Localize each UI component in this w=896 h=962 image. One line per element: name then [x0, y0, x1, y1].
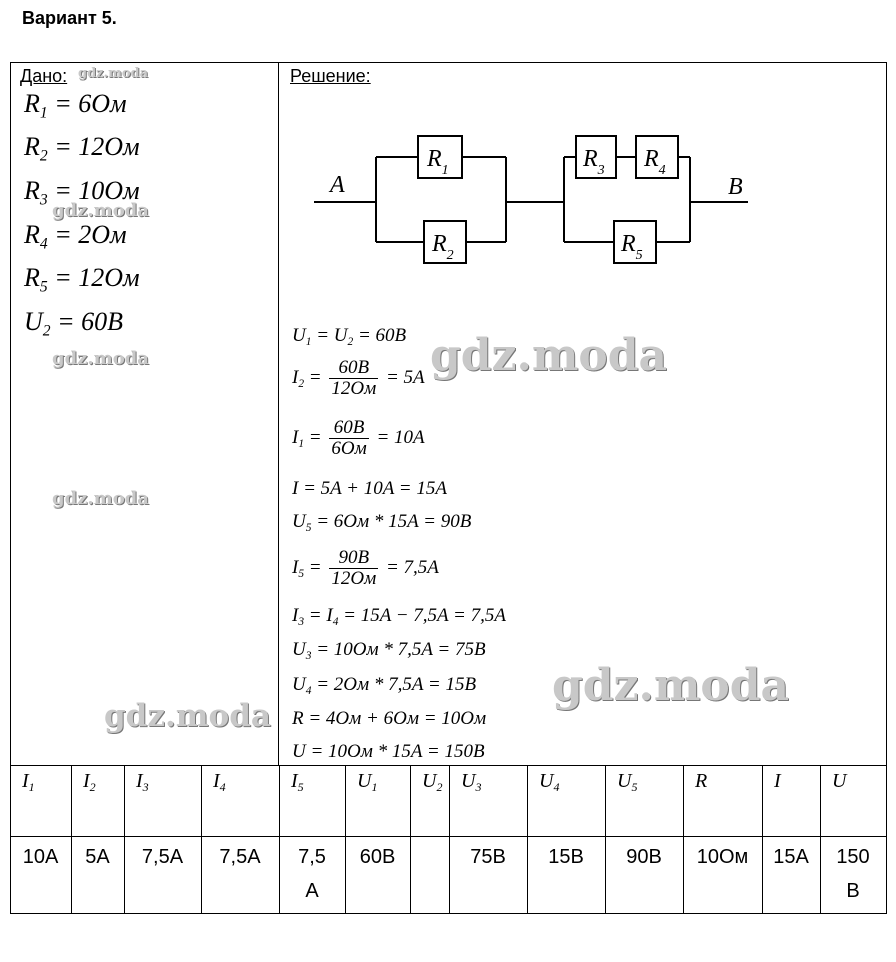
- given-item: $U_2 = 60В$: [24, 307, 124, 340]
- given-item: $R_2 = 12Ом$: [24, 132, 140, 165]
- table-value-cell: 10Ом: [696, 846, 749, 868]
- table-value-cell: 60B: [359, 846, 396, 868]
- watermark: gdz.moda: [430, 330, 668, 381]
- table-header-cell: $U_5$: [617, 770, 638, 795]
- table-header-cell: I: [774, 770, 781, 792]
- watermark: gdz.moda: [52, 200, 149, 221]
- given-item: $R_5 = 12Ом$: [24, 263, 140, 296]
- table-value-cell: 15B: [548, 846, 584, 868]
- r2-label: $R_2$: [432, 231, 454, 263]
- r4-label: $R_4$: [644, 146, 666, 178]
- r3-label: $R_3$: [583, 146, 605, 178]
- fraction: $\frac{60B}{12Ом}$: [331, 357, 377, 399]
- table-header-cell: $I_1$: [22, 770, 35, 795]
- solution-line-7: $I_3 = I_4 = 15A - 7,5A = 7,5A$: [292, 605, 506, 628]
- given-item: $R_3 = 10Ом$: [24, 176, 140, 209]
- node-b-label: B: [728, 174, 743, 200]
- table-header-cell: $U_1$: [357, 770, 378, 795]
- solution-line-3: $I_1$ = $\frac{60B}{6Ом}$ = 10A: [292, 417, 425, 459]
- table-column-divider: [410, 765, 411, 914]
- solution-line-6: $I_5$ = $\frac{90B}{12Ом}$ = 7,5A: [292, 547, 439, 589]
- table-value-cell: 90B: [626, 846, 662, 868]
- solution-header: Решение:: [290, 66, 371, 86]
- solution-line-5: $U_5 = 6Ом * 15A = 90B$: [292, 511, 472, 534]
- table-header-cell: $I_5$: [291, 770, 304, 795]
- table-header-cell: $I_4$: [213, 770, 226, 795]
- table-header-cell: $I_3$: [136, 770, 149, 795]
- table-border-right: [886, 62, 887, 914]
- table-header-cell: $U_2$: [422, 770, 443, 795]
- table-value-cell: 7,5A: [141, 846, 184, 868]
- solution-line-9: $U_4 = 2Ом * 7,5A = 15B$: [292, 674, 477, 697]
- watermark: gdz.moda: [78, 66, 149, 81]
- table-value-cell: 150 B: [836, 846, 870, 902]
- table-header-cell: $I_2$: [83, 770, 96, 795]
- solution-line-10: R = 4Ом + 6Ом = 10Ом: [292, 708, 487, 729]
- node-a-label: A: [330, 172, 345, 198]
- table-header-cell: U: [832, 770, 847, 792]
- circuit-diagram: [300, 120, 760, 270]
- table-value-cell: 5A: [85, 846, 110, 868]
- given-item: $R_4 = 2Ом$: [24, 220, 127, 253]
- table-value-cell: 7,5 A: [298, 846, 326, 902]
- fraction: $\frac{90B}{12Ом}$: [331, 547, 377, 589]
- solution-line-4: I = 5A + 10A = 15A: [292, 478, 447, 499]
- solution-line-1: $U_1 = U_2 = 60B$: [292, 325, 407, 348]
- fraction: $\frac{60B}{6Ом}$: [331, 417, 367, 459]
- table-value-cell: 75B: [470, 846, 506, 868]
- watermark: gdz.moda: [552, 660, 790, 711]
- watermark: gdz.moda: [52, 348, 149, 369]
- table-header-cell: $U_3$: [461, 770, 482, 795]
- solution-line-8: $U_3 = 10Ом * 7,5A = 75B$: [292, 639, 486, 662]
- r5-label: $R_5$: [621, 231, 643, 263]
- r1-label: $R_1$: [427, 146, 449, 178]
- table-value-cell: 10A: [22, 846, 59, 868]
- solution-line-2: $I_2$ = $\frac{60B}{12Ом}$ = 5A: [292, 357, 425, 399]
- table-value-cell: 15A: [773, 846, 809, 868]
- table-header-cell: R: [695, 770, 708, 792]
- page-title: Вариант 5.: [22, 8, 117, 28]
- watermark: gdz.moda: [52, 488, 149, 509]
- given-header: Дано:: [20, 66, 68, 86]
- solution-line-11: U = 10Ом * 15A = 150B: [292, 741, 485, 762]
- table-header-cell: $U_4$: [539, 770, 560, 795]
- watermark: gdz.moda: [104, 698, 271, 734]
- table-value-cell: 7,5A: [219, 846, 261, 868]
- table-divider-middle: [278, 62, 279, 766]
- table-border-left: [10, 62, 11, 914]
- given-item: $R_1 = 6Ом$: [24, 89, 127, 122]
- table-border-top: [10, 62, 887, 63]
